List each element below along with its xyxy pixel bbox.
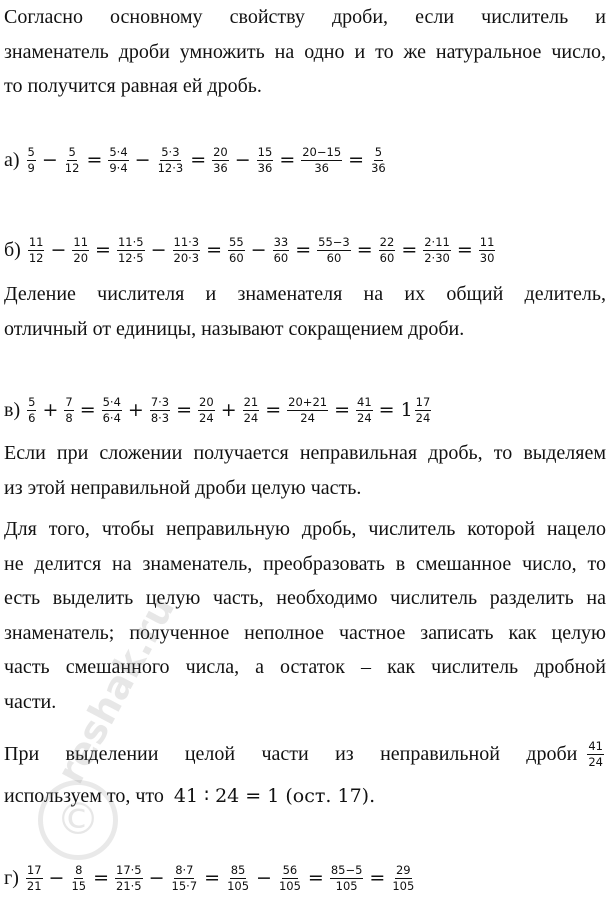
- fraction: [64, 396, 73, 425]
- text-line: часть смешанного числа, а остаток – как числитель дробной: [4, 656, 606, 678]
- operator: =: [176, 399, 193, 421]
- operator: =: [307, 867, 324, 889]
- operator: −: [234, 149, 251, 171]
- denominator: 12: [28, 250, 44, 265]
- denominator: 20·3: [173, 250, 200, 265]
- operator: −: [41, 149, 58, 171]
- operator: =: [279, 149, 296, 171]
- numerator: 56: [282, 862, 298, 877]
- numerator: 55−3: [318, 234, 350, 249]
- operator: −: [148, 867, 165, 889]
- fraction: [317, 236, 351, 265]
- denominator: 6·4: [102, 410, 121, 425]
- denominator: 60: [229, 250, 244, 265]
- reduction-paragraph: [4, 277, 606, 346]
- fraction: [228, 236, 245, 265]
- operator: −: [256, 867, 272, 889]
- numerator: 22: [379, 234, 395, 249]
- whole-part: 1: [400, 399, 413, 421]
- intro-paragraph: [4, 0, 606, 104]
- denominator: 60: [273, 250, 289, 265]
- fraction: [26, 864, 43, 893]
- fraction: [278, 864, 302, 893]
- denominator: 36: [371, 160, 386, 175]
- fraction: [27, 396, 36, 425]
- operator: −: [50, 239, 67, 261]
- text-line: Если при сложении получается неправильная дробь, то выделяем: [4, 442, 606, 464]
- operator: =: [456, 239, 473, 261]
- extraction-text-2: используем то, что: [4, 784, 164, 807]
- text-line: не делится на знаменатель, преобразовать в смешанное число, то: [4, 552, 606, 575]
- denominator: 20: [73, 250, 89, 265]
- operator: =: [265, 399, 282, 421]
- equation-label: б): [4, 238, 21, 261]
- fraction: [379, 236, 396, 265]
- denominator: 9: [27, 160, 35, 175]
- denominator: 9·4: [109, 160, 128, 175]
- fraction: [391, 864, 415, 893]
- numerator: 17: [415, 394, 431, 409]
- fraction: [301, 146, 342, 175]
- numerator: 55: [229, 234, 244, 249]
- operator: =: [369, 867, 386, 889]
- denominator: 12·5: [117, 250, 144, 265]
- fraction: [64, 146, 81, 175]
- denominator: 36: [314, 160, 329, 175]
- operator: =: [334, 399, 350, 421]
- fraction: [587, 740, 604, 769]
- text-line: Деление числителя и знаменателя на их общий делитель,: [4, 283, 606, 305]
- denominator: 105: [392, 878, 415, 893]
- numerator: 21: [243, 394, 259, 409]
- fraction: [173, 236, 201, 265]
- numerator: 85: [230, 862, 246, 877]
- fraction: [330, 864, 364, 893]
- denominator: 105: [227, 878, 250, 893]
- fraction: [117, 236, 145, 265]
- fraction: [226, 864, 250, 893]
- division-expression: 41 ∶ 24 = 1 (ост. 17).: [173, 785, 376, 807]
- denominator: 21·5: [116, 878, 142, 893]
- numerator: 11: [73, 234, 89, 249]
- fraction: [115, 864, 143, 893]
- denominator: 12: [64, 160, 80, 175]
- numerator: 8: [75, 862, 83, 877]
- numerator: 20−15: [302, 144, 342, 159]
- denominator: 24: [357, 410, 372, 425]
- fraction: [370, 146, 387, 175]
- equation-label: в): [4, 398, 21, 421]
- equation-label: г): [4, 866, 19, 889]
- operator: =: [79, 399, 96, 421]
- text-line: знаменатель дроби умножить на одно и то же натуральное число,: [4, 40, 606, 63]
- denominator: 15: [71, 878, 87, 893]
- operator: +: [127, 399, 144, 421]
- fraction: [150, 396, 170, 425]
- equation-label: а): [4, 148, 20, 171]
- operator: =: [204, 867, 221, 889]
- operator: =: [378, 399, 395, 421]
- rule-paragraph: [4, 512, 606, 719]
- fraction: [257, 146, 274, 175]
- fraction: [356, 396, 373, 425]
- numerator: 7·3: [150, 394, 170, 409]
- numerator: 5: [28, 394, 36, 409]
- text-line: знаменатель; полученное неполное частное записать как целую: [4, 621, 606, 644]
- equation-b: [4, 228, 497, 272]
- denominator: 24: [199, 410, 214, 425]
- numerator: 41: [357, 394, 372, 409]
- fraction: [28, 236, 45, 265]
- improper-paragraph: [4, 436, 606, 505]
- fraction: [243, 396, 260, 425]
- fraction: [70, 864, 87, 893]
- operator: =: [401, 239, 418, 261]
- denominator: 24: [243, 410, 259, 425]
- numerator: 2·11: [424, 234, 450, 249]
- operator: =: [190, 149, 207, 171]
- numerator: 20+21: [288, 394, 328, 409]
- fraction: [27, 146, 36, 175]
- copyright-icon: ©: [38, 780, 118, 860]
- operator: +: [42, 399, 59, 421]
- denominator: 60: [379, 250, 395, 265]
- fraction: [273, 236, 290, 265]
- operator: −: [250, 239, 267, 261]
- denominator: 8: [65, 410, 73, 425]
- denominator: 21: [26, 878, 42, 893]
- numerator: 20: [213, 144, 228, 159]
- numerator: 20: [199, 394, 214, 409]
- operator: =: [86, 149, 103, 171]
- numerator: 29: [395, 862, 411, 877]
- operator: =: [295, 239, 312, 261]
- equation-a: [4, 138, 389, 182]
- text-line: из этой неправильной дроби целую часть.: [4, 476, 362, 499]
- numerator: 5: [27, 144, 35, 159]
- denominator: 15·7: [171, 878, 198, 893]
- numerator: 5: [68, 144, 76, 159]
- numerator: 11·5: [117, 234, 144, 249]
- operator: −: [134, 149, 151, 171]
- fraction: [415, 396, 432, 425]
- fraction: [157, 146, 185, 175]
- denominator: 105: [278, 878, 301, 893]
- text-line: части.: [4, 690, 57, 713]
- operator: =: [206, 239, 223, 261]
- fraction: [287, 396, 328, 425]
- fraction: [198, 396, 215, 425]
- numerator: 5: [374, 144, 383, 159]
- numerator: 5·3: [161, 144, 180, 159]
- denominator: 2·30: [424, 250, 450, 265]
- denominator: 24: [300, 410, 315, 425]
- fraction: [108, 146, 128, 175]
- denominator: 105: [335, 878, 358, 893]
- text-line: Согласно основному свойству дроби, если числитель и: [4, 6, 606, 28]
- extraction-line-2: [4, 778, 375, 814]
- numerator: 11·3: [173, 234, 200, 249]
- operator: −: [150, 239, 167, 261]
- fraction: [423, 236, 451, 265]
- numerator: 5·4: [102, 394, 121, 409]
- numerator: 7: [65, 394, 73, 409]
- operator: +: [220, 399, 237, 421]
- fraction: [72, 236, 89, 265]
- denominator: 12·3: [157, 160, 184, 175]
- text-line: Для того, чтобы неправильную дробь, числитель которой нацело: [4, 518, 606, 540]
- numerator: 33: [273, 234, 289, 249]
- denominator: 36: [213, 160, 228, 175]
- equation-v: [4, 388, 433, 432]
- numerator: 5·4: [109, 144, 128, 159]
- extraction-line-1: [4, 734, 606, 774]
- fraction: [171, 864, 199, 893]
- watermark-text: reshak.ru: [48, 588, 184, 791]
- numerator: 8·7: [175, 862, 194, 877]
- operator: =: [348, 149, 365, 171]
- text-line: то получится равная ей дробь.: [4, 75, 262, 97]
- denominator: 30: [479, 250, 495, 265]
- denominator: 60: [326, 250, 342, 265]
- operator: −: [48, 867, 65, 889]
- fraction: [479, 236, 496, 265]
- denominator: 24: [588, 754, 603, 769]
- numerator: 17·5: [116, 862, 142, 877]
- text-line: отличный от единицы, называют сокращением дроби.: [4, 317, 465, 340]
- operator: =: [93, 867, 109, 889]
- text-line: есть выделить целую часть, необходимо числитель разделить на: [4, 587, 606, 609]
- denominator: 6: [28, 410, 36, 425]
- fraction: [102, 396, 122, 425]
- numerator: 17: [26, 862, 42, 877]
- numerator: 15: [257, 144, 273, 159]
- denominator: 8·3: [150, 410, 170, 425]
- fraction: [212, 146, 229, 175]
- numerator: 11: [479, 234, 495, 249]
- numerator: 41: [588, 738, 603, 753]
- numerator: 11: [28, 234, 44, 249]
- equation-g: [4, 856, 417, 900]
- operator: =: [356, 239, 373, 261]
- operator: =: [95, 239, 111, 261]
- numerator: 85−5: [330, 862, 363, 877]
- denominator: 36: [257, 160, 273, 175]
- extraction-text: При выделении целой части из неправильной дроби: [4, 742, 578, 765]
- denominator: 24: [415, 410, 431, 425]
